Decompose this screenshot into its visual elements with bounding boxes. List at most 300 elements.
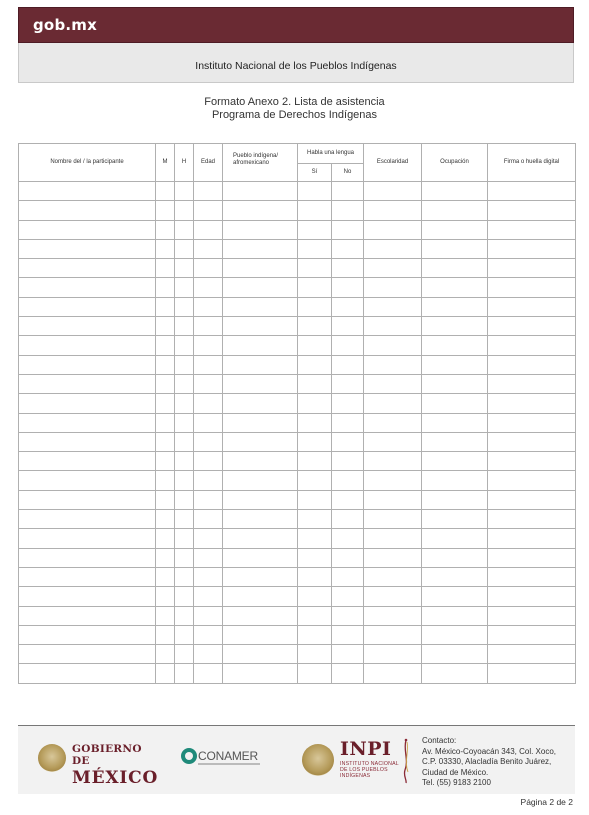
table-cell[interactable] <box>298 432 332 451</box>
table-cell[interactable] <box>488 374 576 393</box>
table-cell[interactable] <box>223 432 298 451</box>
table-cell[interactable] <box>175 201 194 220</box>
mexico-seal-icon <box>38 744 66 772</box>
contact-phone[interactable]: Tel. (55) 9183 2100 <box>422 778 491 787</box>
table-cell[interactable] <box>298 510 332 529</box>
table-cell[interactable] <box>332 625 364 644</box>
table-cell[interactable] <box>332 394 364 413</box>
table-cell[interactable] <box>156 625 175 644</box>
table-cell[interactable] <box>422 374 488 393</box>
table-cell[interactable] <box>175 297 194 316</box>
table-row <box>19 297 576 316</box>
table-cell[interactable] <box>332 355 364 374</box>
table-cell[interactable] <box>19 529 156 548</box>
table-cell[interactable] <box>223 336 298 355</box>
table-cell[interactable] <box>175 510 194 529</box>
table-cell[interactable] <box>156 529 175 548</box>
table-row <box>19 587 576 606</box>
table-cell[interactable] <box>194 606 223 625</box>
table-cell[interactable] <box>194 471 223 490</box>
table-cell[interactable] <box>298 201 332 220</box>
table-cell[interactable] <box>156 259 175 278</box>
table-cell[interactable] <box>488 220 576 239</box>
table-cell[interactable] <box>194 297 223 316</box>
table-cell[interactable] <box>175 625 194 644</box>
col-header-lengua: Habla una lengua <box>298 144 364 164</box>
table-cell[interactable] <box>223 355 298 374</box>
table-cell[interactable] <box>223 471 298 490</box>
table-cell[interactable] <box>194 490 223 509</box>
table-cell[interactable] <box>19 239 156 258</box>
table-cell[interactable] <box>194 567 223 586</box>
table-cell[interactable] <box>298 529 332 548</box>
table-cell[interactable] <box>223 413 298 432</box>
table-cell[interactable] <box>156 567 175 586</box>
table-cell[interactable] <box>175 413 194 432</box>
table-cell[interactable] <box>332 201 364 220</box>
table-cell[interactable] <box>223 567 298 586</box>
table-cell[interactable] <box>298 182 332 201</box>
gobierno-de-mexico-logo <box>38 740 163 788</box>
col-header-si: Sí <box>298 164 332 182</box>
table-cell[interactable] <box>298 567 332 586</box>
table-cell[interactable] <box>488 394 576 413</box>
table-cell[interactable] <box>364 317 422 336</box>
table-cell[interactable] <box>223 278 298 297</box>
table-cell[interactable] <box>364 220 422 239</box>
table-cell[interactable] <box>298 394 332 413</box>
table-cell[interactable] <box>364 336 422 355</box>
table-cell[interactable] <box>194 529 223 548</box>
table-cell[interactable] <box>422 587 488 606</box>
table-cell[interactable] <box>298 220 332 239</box>
table-row <box>19 220 576 239</box>
table-cell[interactable] <box>364 432 422 451</box>
col-header-edad: Edad <box>194 144 223 182</box>
table-cell[interactable] <box>19 201 156 220</box>
table-cell[interactable] <box>364 297 422 316</box>
table-cell[interactable] <box>298 490 332 509</box>
table-cell[interactable] <box>19 259 156 278</box>
table-cell[interactable] <box>194 336 223 355</box>
footer <box>18 726 575 794</box>
table-cell[interactable] <box>156 182 175 201</box>
table-cell[interactable] <box>156 317 175 336</box>
table-cell[interactable] <box>194 452 223 471</box>
table-cell[interactable] <box>194 278 223 297</box>
gob-header-bar <box>18 7 574 43</box>
table-cell[interactable] <box>422 317 488 336</box>
table-cell[interactable] <box>298 278 332 297</box>
table-cell[interactable] <box>298 606 332 625</box>
table-cell[interactable] <box>332 606 364 625</box>
table-cell[interactable] <box>194 510 223 529</box>
table-cell[interactable] <box>175 220 194 239</box>
attendance-table <box>18 143 576 684</box>
table-cell[interactable] <box>194 548 223 567</box>
table-cell[interactable] <box>332 645 364 664</box>
table-cell[interactable] <box>156 587 175 606</box>
table-cell[interactable] <box>156 201 175 220</box>
contact-address-line3: Ciudad de México. <box>422 767 489 777</box>
table-cell[interactable] <box>223 664 298 684</box>
table-cell[interactable] <box>364 664 422 684</box>
table-cell[interactable] <box>19 606 156 625</box>
table-cell[interactable] <box>488 182 576 201</box>
table-cell[interactable] <box>422 664 488 684</box>
table-cell[interactable] <box>298 355 332 374</box>
table-cell[interactable] <box>422 452 488 471</box>
table-cell[interactable] <box>175 645 194 664</box>
table-cell[interactable] <box>298 548 332 567</box>
table-row <box>19 432 576 451</box>
table-cell[interactable] <box>194 355 223 374</box>
table-row <box>19 567 576 586</box>
table-cell[interactable] <box>332 452 364 471</box>
table-cell[interactable] <box>223 548 298 567</box>
table-cell[interactable] <box>19 471 156 490</box>
table-cell[interactable] <box>194 394 223 413</box>
table-cell[interactable] <box>223 317 298 336</box>
table-cell[interactable] <box>364 606 422 625</box>
table-cell[interactable] <box>422 567 488 586</box>
table-cell[interactable] <box>194 664 223 684</box>
table-cell[interactable] <box>223 394 298 413</box>
table-cell[interactable] <box>175 529 194 548</box>
table-cell[interactable] <box>488 664 576 684</box>
table-cell[interactable] <box>223 625 298 644</box>
table-cell[interactable] <box>156 413 175 432</box>
table-cell[interactable] <box>156 374 175 393</box>
page-number: Página 2 de 2 <box>520 797 573 807</box>
table-cell[interactable] <box>488 529 576 548</box>
table-cell[interactable] <box>332 220 364 239</box>
table-cell[interactable] <box>332 471 364 490</box>
table-cell[interactable] <box>364 239 422 258</box>
table-cell[interactable] <box>422 432 488 451</box>
table-cell[interactable] <box>364 355 422 374</box>
table-cell[interactable] <box>19 182 156 201</box>
table-cell[interactable] <box>194 317 223 336</box>
table-cell[interactable] <box>422 259 488 278</box>
table-cell[interactable] <box>175 606 194 625</box>
table-cell[interactable] <box>364 452 422 471</box>
table-row <box>19 317 576 336</box>
table-cell[interactable] <box>175 587 194 606</box>
table-cell[interactable] <box>364 413 422 432</box>
table-cell[interactable] <box>422 490 488 509</box>
table-cell[interactable] <box>422 645 488 664</box>
table-cell[interactable] <box>19 645 156 664</box>
table-cell[interactable] <box>298 625 332 644</box>
table-cell[interactable] <box>223 297 298 316</box>
table-cell[interactable] <box>488 278 576 297</box>
table-cell[interactable] <box>364 548 422 567</box>
table-cell[interactable] <box>156 606 175 625</box>
table-cell[interactable] <box>422 529 488 548</box>
table-row <box>19 471 576 490</box>
table-row <box>19 182 576 201</box>
table-cell[interactable] <box>156 355 175 374</box>
table-cell[interactable] <box>332 336 364 355</box>
table-cell[interactable] <box>332 548 364 567</box>
table-cell[interactable] <box>332 510 364 529</box>
table-cell[interactable] <box>364 645 422 664</box>
table-cell[interactable] <box>298 587 332 606</box>
table-cell[interactable] <box>194 201 223 220</box>
table-cell[interactable] <box>223 490 298 509</box>
table-cell[interactable] <box>223 529 298 548</box>
table-cell[interactable] <box>364 587 422 606</box>
table-cell[interactable] <box>223 374 298 393</box>
col-header-firma: Firma o huella digital <box>488 144 576 182</box>
table-cell[interactable] <box>364 394 422 413</box>
table-cell[interactable] <box>298 374 332 393</box>
table-cell[interactable] <box>332 374 364 393</box>
table-cell[interactable] <box>175 259 194 278</box>
table-cell[interactable] <box>19 567 156 586</box>
table-cell[interactable] <box>298 336 332 355</box>
institution-name: Instituto Nacional de los Pueblos Indígenas <box>195 60 397 72</box>
table-row <box>19 278 576 297</box>
table-cell[interactable] <box>156 490 175 509</box>
table-cell[interactable] <box>298 471 332 490</box>
table-cell[interactable] <box>175 278 194 297</box>
table-cell[interactable] <box>488 510 576 529</box>
table-cell[interactable] <box>156 664 175 684</box>
table-cell[interactable] <box>19 587 156 606</box>
table-cell[interactable] <box>332 297 364 316</box>
table-cell[interactable] <box>175 182 194 201</box>
table-cell[interactable] <box>298 239 332 258</box>
table-cell[interactable] <box>422 471 488 490</box>
table-cell[interactable] <box>332 413 364 432</box>
table-cell[interactable] <box>156 239 175 258</box>
contact-address-line2: C.P. 03330, Alacladía Benito Juárez, <box>422 757 552 766</box>
table-cell[interactable] <box>156 452 175 471</box>
table-cell[interactable] <box>156 278 175 297</box>
col-header-name: Nombre del / la participante <box>19 144 156 182</box>
table-cell[interactable] <box>298 317 332 336</box>
table-cell[interactable] <box>488 317 576 336</box>
table-cell[interactable] <box>332 567 364 586</box>
table-cell[interactable] <box>156 510 175 529</box>
table-cell[interactable] <box>364 259 422 278</box>
table-cell[interactable] <box>488 336 576 355</box>
gob-mx-logo[interactable]: gob.mx <box>33 16 97 34</box>
document-title <box>0 96 589 122</box>
table-cell[interactable] <box>194 432 223 451</box>
table-cell[interactable] <box>488 606 576 625</box>
table-cell[interactable] <box>19 413 156 432</box>
table-row <box>19 394 576 413</box>
table-cell[interactable] <box>364 529 422 548</box>
table-cell[interactable] <box>488 297 576 316</box>
table-cell[interactable] <box>156 645 175 664</box>
table-cell[interactable] <box>364 625 422 644</box>
table-cell[interactable] <box>422 394 488 413</box>
table-cell[interactable] <box>223 587 298 606</box>
table-cell[interactable] <box>194 182 223 201</box>
table-cell[interactable] <box>194 220 223 239</box>
table-cell[interactable] <box>156 336 175 355</box>
table-cell[interactable] <box>488 587 576 606</box>
table-cell[interactable] <box>332 664 364 684</box>
table-cell[interactable] <box>422 606 488 625</box>
contact-address-line1: Av. México-Coyoacán 343, Col. Xoco, <box>422 746 556 756</box>
table-cell[interactable] <box>332 432 364 451</box>
table-cell[interactable] <box>175 471 194 490</box>
table-cell[interactable] <box>223 201 298 220</box>
table-cell[interactable] <box>194 645 223 664</box>
table-cell[interactable] <box>488 432 576 451</box>
table-cell[interactable] <box>156 220 175 239</box>
table-cell[interactable] <box>332 587 364 606</box>
gobierno-logo-line1: GOBIERNO DE <box>72 743 142 767</box>
table-cell[interactable] <box>156 432 175 451</box>
table-cell[interactable] <box>194 587 223 606</box>
table-cell[interactable] <box>19 317 156 336</box>
table-cell[interactable] <box>298 645 332 664</box>
table-cell[interactable] <box>422 297 488 316</box>
table-cell[interactable] <box>422 336 488 355</box>
table-row <box>19 336 576 355</box>
table-cell[interactable] <box>175 239 194 258</box>
table-cell[interactable] <box>332 239 364 258</box>
table-cell[interactable] <box>223 239 298 258</box>
table-cell[interactable] <box>364 471 422 490</box>
table-cell[interactable] <box>298 259 332 278</box>
table-cell[interactable] <box>175 490 194 509</box>
table-cell[interactable] <box>19 336 156 355</box>
table-cell[interactable] <box>422 548 488 567</box>
table-cell[interactable] <box>488 645 576 664</box>
table-cell[interactable] <box>19 278 156 297</box>
table-cell[interactable] <box>19 355 156 374</box>
table-cell[interactable] <box>332 259 364 278</box>
table-cell[interactable] <box>422 220 488 239</box>
table-cell[interactable] <box>422 182 488 201</box>
table-cell[interactable] <box>332 490 364 509</box>
table-cell[interactable] <box>488 201 576 220</box>
table-cell[interactable] <box>175 432 194 451</box>
table-cell[interactable] <box>364 182 422 201</box>
table-cell[interactable] <box>156 297 175 316</box>
table-cell[interactable] <box>422 510 488 529</box>
table-cell[interactable] <box>488 239 576 258</box>
col-header-pueblo: Pueblo indígena/ afromexicano <box>223 144 298 182</box>
table-cell[interactable] <box>488 355 576 374</box>
table-cell[interactable] <box>488 548 576 567</box>
table-cell[interactable] <box>364 490 422 509</box>
conamer-logo <box>181 746 261 774</box>
table-cell[interactable] <box>175 567 194 586</box>
table-cell[interactable] <box>19 490 156 509</box>
table-cell[interactable] <box>223 606 298 625</box>
table-cell[interactable] <box>364 567 422 586</box>
table-cell[interactable] <box>19 297 156 316</box>
table-cell[interactable] <box>175 336 194 355</box>
table-cell[interactable] <box>194 625 223 644</box>
decorative-divider-icon <box>400 738 412 784</box>
table-cell[interactable] <box>422 413 488 432</box>
table-cell[interactable] <box>223 510 298 529</box>
table-row <box>19 413 576 432</box>
table-cell[interactable] <box>19 548 156 567</box>
table-cell[interactable] <box>364 278 422 297</box>
table-cell[interactable] <box>488 452 576 471</box>
table-cell[interactable] <box>175 394 194 413</box>
table-cell[interactable] <box>332 529 364 548</box>
table-cell[interactable] <box>223 182 298 201</box>
table-cell[interactable] <box>488 625 576 644</box>
table-cell[interactable] <box>223 259 298 278</box>
table-cell[interactable] <box>19 432 156 451</box>
table-cell[interactable] <box>19 374 156 393</box>
table-row <box>19 529 576 548</box>
table-cell[interactable] <box>223 645 298 664</box>
table-cell[interactable] <box>364 510 422 529</box>
table-cell[interactable] <box>298 664 332 684</box>
table-cell[interactable] <box>298 413 332 432</box>
table-cell[interactable] <box>19 220 156 239</box>
table-row <box>19 259 576 278</box>
col-header-escolaridad: Escolaridad <box>364 144 422 182</box>
table-cell[interactable] <box>488 413 576 432</box>
table-cell[interactable] <box>332 278 364 297</box>
table-cell[interactable] <box>422 239 488 258</box>
table-cell[interactable] <box>175 548 194 567</box>
table-cell[interactable] <box>175 355 194 374</box>
table-cell[interactable] <box>19 510 156 529</box>
table-cell[interactable] <box>488 471 576 490</box>
table-cell[interactable] <box>422 625 488 644</box>
table-row <box>19 510 576 529</box>
table-cell[interactable] <box>156 548 175 567</box>
table-cell[interactable] <box>422 355 488 374</box>
table-cell[interactable] <box>175 317 194 336</box>
table-cell[interactable] <box>488 259 576 278</box>
table-cell[interactable] <box>298 452 332 471</box>
table-cell[interactable] <box>488 490 576 509</box>
table-cell[interactable] <box>422 278 488 297</box>
table-cell[interactable] <box>194 239 223 258</box>
table-cell[interactable] <box>223 452 298 471</box>
table-cell[interactable] <box>156 471 175 490</box>
table-cell[interactable] <box>175 664 194 684</box>
table-cell[interactable] <box>175 374 194 393</box>
table-cell[interactable] <box>194 413 223 432</box>
table-cell[interactable] <box>422 201 488 220</box>
table-cell[interactable] <box>19 394 156 413</box>
table-cell[interactable] <box>194 374 223 393</box>
table-cell[interactable] <box>19 664 156 684</box>
table-cell[interactable] <box>364 201 422 220</box>
table-cell[interactable] <box>19 625 156 644</box>
table-row <box>19 625 576 644</box>
table-cell[interactable] <box>364 374 422 393</box>
table-cell[interactable] <box>175 452 194 471</box>
table-cell[interactable] <box>156 394 175 413</box>
table-cell[interactable] <box>298 297 332 316</box>
table-cell[interactable] <box>332 317 364 336</box>
table-cell[interactable] <box>488 567 576 586</box>
table-cell[interactable] <box>19 452 156 471</box>
table-cell[interactable] <box>194 259 223 278</box>
document-title-line2: Programa de Derechos Indígenas <box>211 109 378 121</box>
table-cell[interactable] <box>223 220 298 239</box>
table-cell[interactable] <box>332 182 364 201</box>
